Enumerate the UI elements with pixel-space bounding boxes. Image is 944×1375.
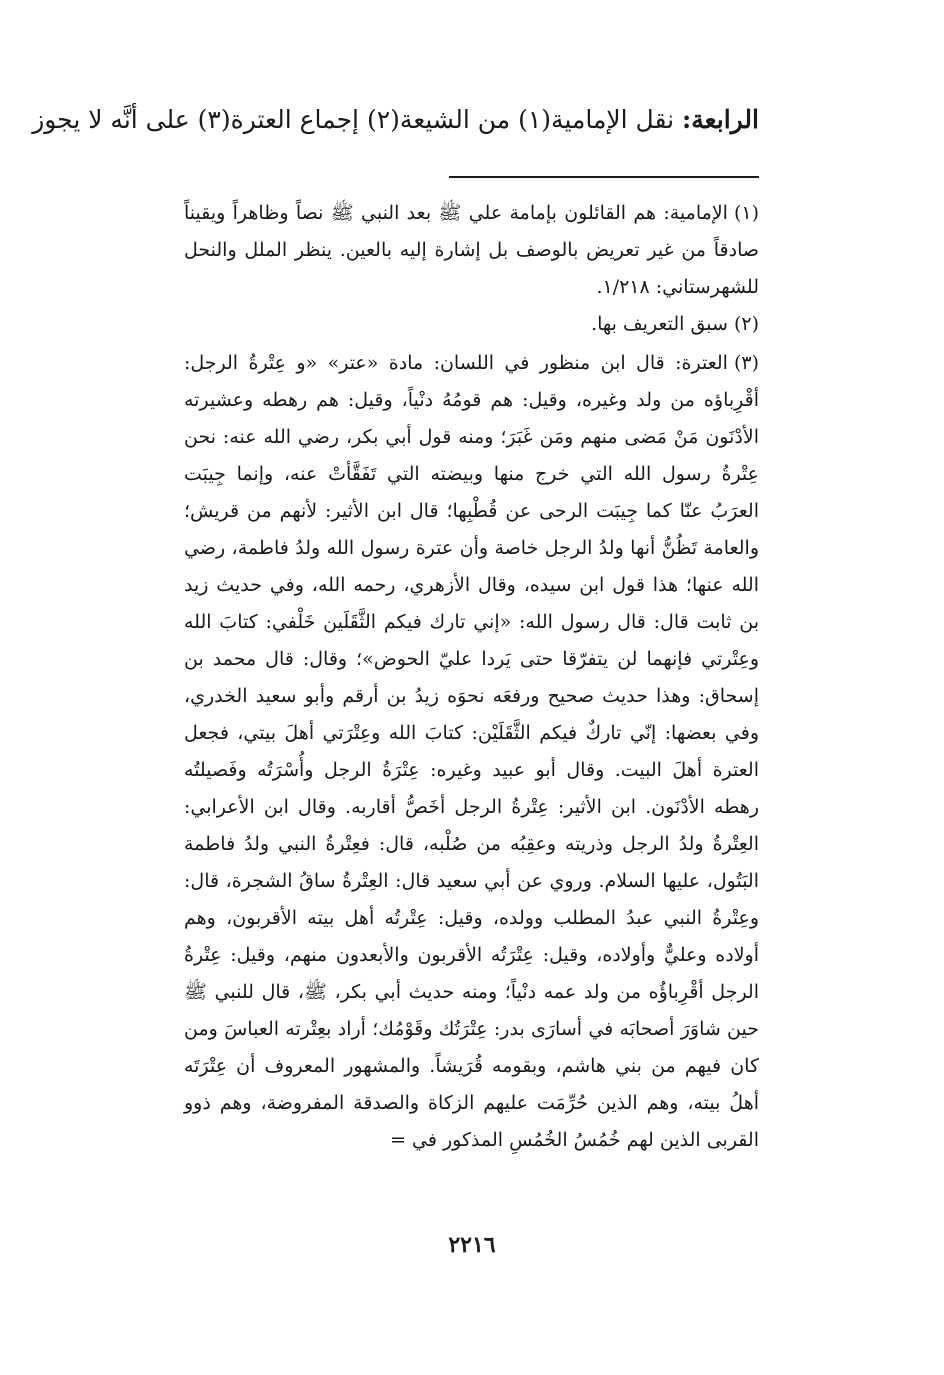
main-text-body: نقل الإمامية(١) من الشيعة(٢) إجماع العترة(٣) على أنَّه لا يجوز bbox=[32, 105, 675, 134]
main-text bbox=[32, 100, 759, 140]
footnote-2 bbox=[184, 306, 759, 343]
footnote-text: سبق التعريف بها. bbox=[591, 313, 728, 335]
footnote-number: (٣) bbox=[733, 352, 759, 374]
footnote-text: الإمامية: هم القائلون بإمامة علي ﷺ بعد النبي ﷺ نصاً وظاهراً ويقيناً صادقاً من غير تعريض بالوصف بل إشارة إليه بالعين. ينظر الملل والنحل للشهرستاني: ١/٢١٨. bbox=[184, 202, 759, 298]
main-text-lead: الرابعة: bbox=[682, 105, 759, 134]
footnote-number: (١) bbox=[733, 202, 759, 224]
footnote-number: (٢) bbox=[733, 313, 759, 335]
footnotes bbox=[184, 195, 759, 1159]
footnote-1 bbox=[184, 195, 759, 306]
footnote-3 bbox=[184, 345, 759, 1159]
footnote-text: العترة: قال ابن منظور في اللسان: مادة «عتر» «و عِتْرةُ الرجل: أقْرِباؤه من ولد وغيره، وقيل: هم قومُهُ دنْياً، وقيل: هم رهطه وعشيرته الأدْنَون مَنْ مَضى منهم ومَن غَبَرَ؛ ومنه قول أبي بكر، رضي الله عنه: نحن عِتْرةُ رسول الله التي خرج منها وبيضته التي تَفَقَّأتْ عنه، وإنما جِيبَت العرَبُ عنّا كما جِيبَت الرحى عن قُطْبِها؛ قال ابن الأثير: لأنهم من قريش؛ والعامة تَظُنُّ أنها ولدُ الرجل خاصة وأن عترة رسول الله ولدُ فاطمة، رضي الله عنها؛ هذا قول ابن سيده، وقال الأزهري، رحمه الله، وفي حديث زيد بن ثابت قال: قال رسول الله: «إني تارك فيكم الثَّقَلَين خَلْفي: كتابَ الله وعِتْرتي فإنهما لن يتفرّقا حتى يَردا عليّ الحوض»؛ وقال: قال محمد بن إسحاق: وهذا حديث صحيح ورفعَه نحوَه زيدُ بن أرقم وأبو سعيد الخدري، وفي بعضها: إنّي تاركٌ فيكم الثَّقَلَيْن: كتابَ الله وعِتْرَتي أهلَ بيتي، فجعل العترة أهلَ البيت. وقال أبو عبيد وغيره: عِتْرَةُ الرجل وأُسْرَتُه وفَصيلتُه رهطه الأدْنَون. ابن الأثير: عِتْرةُ الرجل أخَصُّ أقاربه. وقال ابن الأعرابي: العِتْرةُ ولدُ الرجل وذريته وعقِبُه من صُلْبه، قال: فعِتْرةُ النبي ولدُ فاطمة البَتُول، عليها السلام. وروي عن أبي سعيد قال: العِتْرةُ ساقُ الشجرة، قال: وعِتْرةُ النبي عبدُ المطلب وولده، وقيل: عِتْرتُه أهل بيته الأقربون، وهم أولاده وعليٌّ وأولاده، وقيل: عِتْرَتُه الأقربون والأبعدون منهم، وقيل: عِتْرةُ الرجل أقْرِباؤُه من ولد عمه دنْياً؛ ومنه حديث أبي بكر، ﷺ، قال للنبي ﷺ حين شاوَرَ أصحابَه في أسارَى بدر: عِتْرَتُك وقَوْمُك؛ أراد بعِتْرته العباسَ ومن كان فيهم من بني هاشم، وبقومه قُرَيشاً. والمشهور المعروف أن عِتْرَتَه أهلُ بيته، وهم الذين حُرِّمَت عليهم الزكاة والصدقة المفروضة، وهم ذوو القربى الذين لهم خُمُسُ الخُمُسِ المذكور في = bbox=[184, 352, 759, 1151]
footnote-separator bbox=[449, 176, 759, 178]
page-number: ٢٢١٦ bbox=[448, 1232, 496, 1258]
